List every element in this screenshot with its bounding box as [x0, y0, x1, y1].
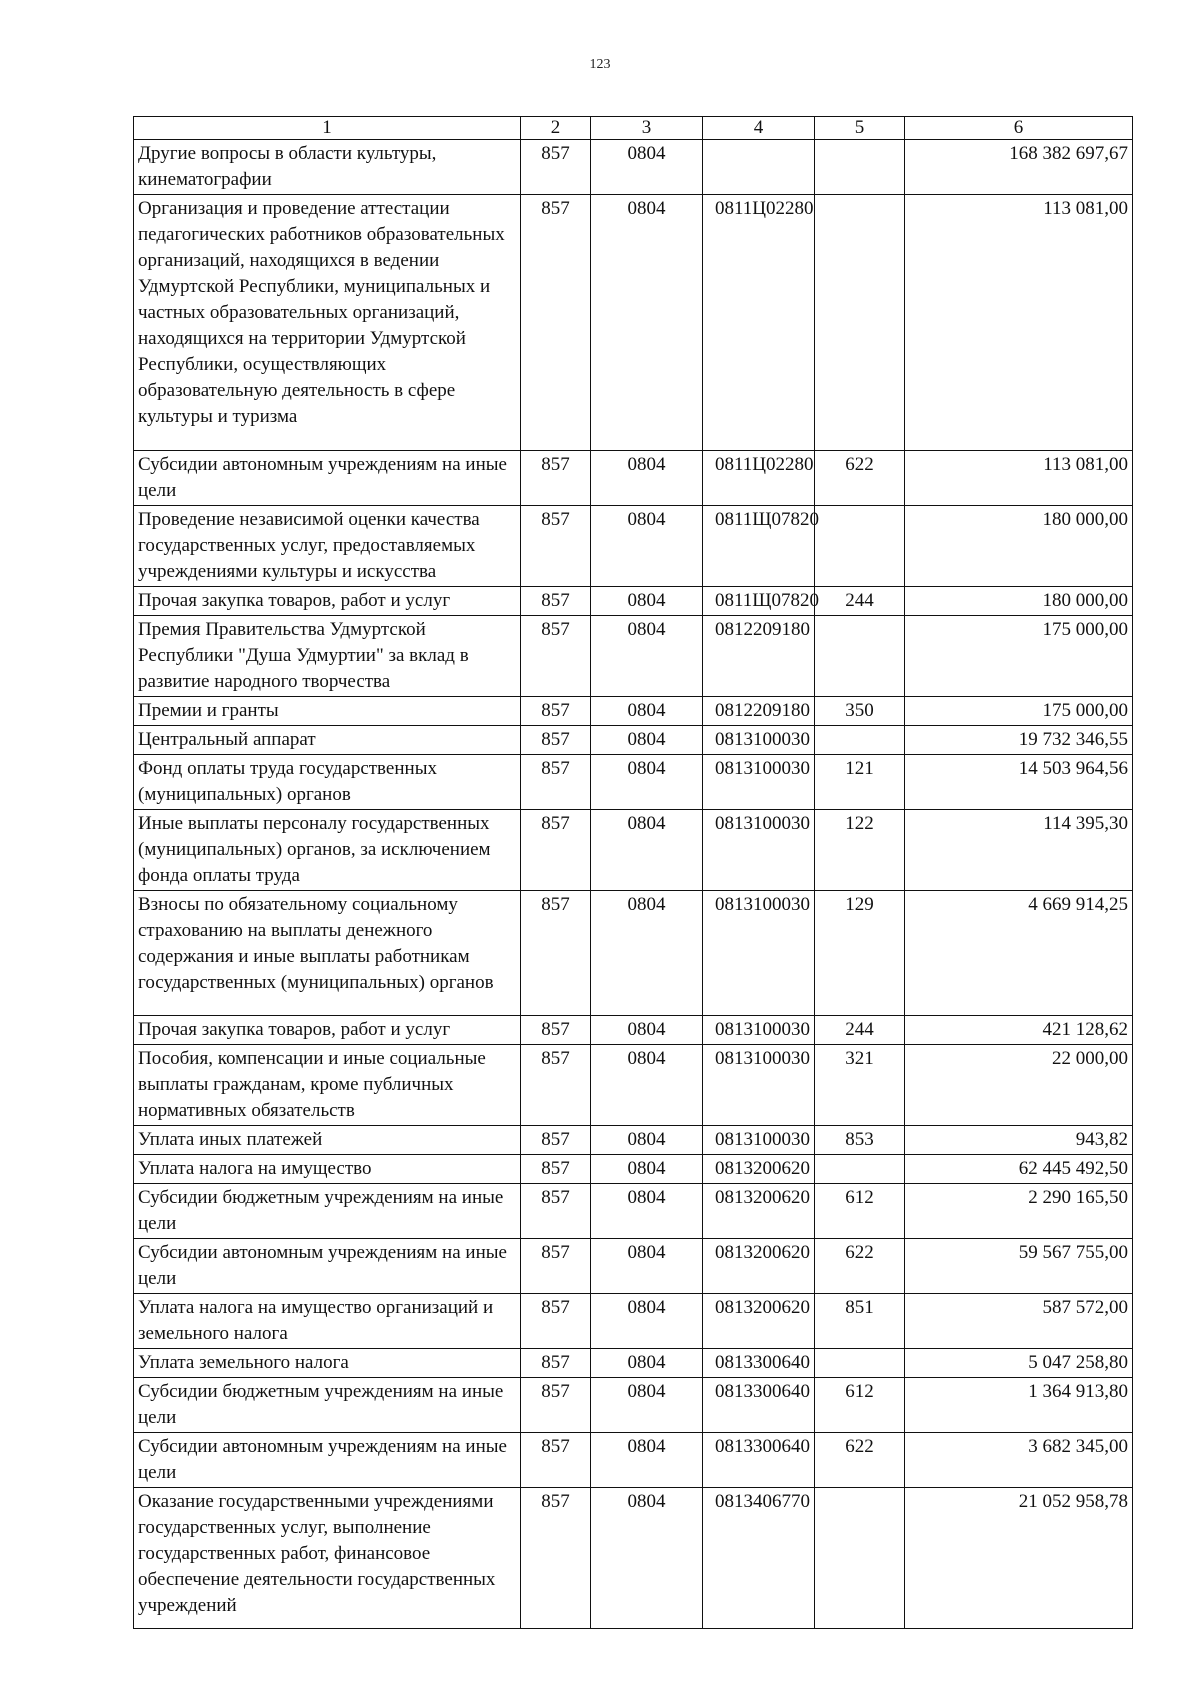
item-code: 857 — [521, 616, 591, 697]
item-amount: 3 682 345,00 — [905, 1433, 1133, 1488]
item-name: Уплата иных платежей — [134, 1126, 521, 1155]
item-expense-type — [815, 1488, 905, 1629]
item-article: 0813406770 — [703, 1488, 815, 1629]
item-expense-type — [815, 506, 905, 587]
item-article: 0812209180 — [703, 697, 815, 726]
item-article: 0811Щ07820 — [703, 587, 815, 616]
item-article: 0813100030 — [703, 891, 815, 1016]
item-article: 0813200620 — [703, 1294, 815, 1349]
item-article: 0813200620 — [703, 1155, 815, 1184]
page-number: 123 — [589, 57, 611, 72]
table-row — [134, 1239, 1133, 1294]
item-section: 0804 — [591, 1184, 703, 1239]
item-code: 857 — [521, 1349, 591, 1378]
item-section: 0804 — [591, 1433, 703, 1488]
item-amount: 168 382 697,67 — [905, 140, 1133, 195]
table-row — [134, 195, 1133, 451]
table-row — [134, 616, 1133, 697]
item-code: 857 — [521, 451, 591, 506]
item-expense-type — [815, 195, 905, 451]
item-expense-type: 612 — [815, 1378, 905, 1433]
item-name: Субсидии автономным учреждениям на иные цели — [134, 451, 521, 506]
item-amount: 22 000,00 — [905, 1045, 1133, 1126]
item-amount: 113 081,00 — [905, 195, 1133, 451]
item-name: Проведение независимой оценки качества государственных услуг, предоставляемых учреждениями культуры и искусства — [134, 506, 521, 587]
item-article: 0813300640 — [703, 1349, 815, 1378]
item-section: 0804 — [591, 587, 703, 616]
item-section: 0804 — [591, 1155, 703, 1184]
item-expense-type: 244 — [815, 1016, 905, 1045]
table-row — [134, 587, 1133, 616]
table-row — [134, 1488, 1133, 1629]
item-section: 0804 — [591, 755, 703, 810]
item-amount: 59 567 755,00 — [905, 1239, 1133, 1294]
item-article: 0812209180 — [703, 616, 815, 697]
item-code: 857 — [521, 1016, 591, 1045]
item-name: Пособия, компенсации и иные социальные выплаты гражданам, кроме публичных нормативных обязательств — [134, 1045, 521, 1126]
column-header: 5 — [815, 117, 905, 140]
item-name: Уплата земельного налога — [134, 1349, 521, 1378]
item-amount: 180 000,00 — [905, 506, 1133, 587]
table-row — [134, 1126, 1133, 1155]
table-row — [134, 1016, 1133, 1045]
item-code: 857 — [521, 726, 591, 755]
item-amount: 175 000,00 — [905, 697, 1133, 726]
item-article: 0811Ц02280 — [703, 195, 815, 451]
item-code: 857 — [521, 1155, 591, 1184]
column-header: 3 — [591, 117, 703, 140]
item-name: Уплата налога на имущество организаций и земельного налога — [134, 1294, 521, 1349]
item-amount: 62 445 492,50 — [905, 1155, 1133, 1184]
item-amount: 114 395,30 — [905, 810, 1133, 891]
item-code: 857 — [521, 810, 591, 891]
item-name: Организация и проведение аттестации педагогических работников образовательных организаций, находящихся в ведении Удмуртской Республики, муниципальных и частных образовательных организаций, находящихся на территории Удмуртской Республики, осуществляющих образовательную деятельность в сфере культуры и туризма — [134, 195, 521, 451]
item-expense-type: 851 — [815, 1294, 905, 1349]
item-expense-type: 350 — [815, 697, 905, 726]
item-amount: 21 052 958,78 — [905, 1488, 1133, 1629]
table-row — [134, 1378, 1133, 1433]
item-section: 0804 — [591, 616, 703, 697]
table-row — [134, 506, 1133, 587]
item-expense-type: 122 — [815, 810, 905, 891]
item-code: 857 — [521, 1184, 591, 1239]
item-amount: 421 128,62 — [905, 1016, 1133, 1045]
item-amount: 2 290 165,50 — [905, 1184, 1133, 1239]
table-row — [134, 1294, 1133, 1349]
header-row — [134, 117, 1133, 140]
item-name: Центральный аппарат — [134, 726, 521, 755]
column-header: 6 — [905, 117, 1133, 140]
item-article: 0813200620 — [703, 1239, 815, 1294]
item-article — [703, 140, 815, 195]
item-expense-type: 612 — [815, 1184, 905, 1239]
table-header — [134, 117, 1133, 140]
item-expense-type — [815, 1349, 905, 1378]
table-row — [134, 755, 1133, 810]
item-expense-type: 121 — [815, 755, 905, 810]
item-name: Иные выплаты персоналу государственных (муниципальных) органов, за исключением фонда оплаты труда — [134, 810, 521, 891]
table-row — [134, 1433, 1133, 1488]
item-code: 857 — [521, 755, 591, 810]
item-article: 0813200620 — [703, 1184, 815, 1239]
item-name: Субсидии бюджетным учреждениям на иные цели — [134, 1378, 521, 1433]
item-section: 0804 — [591, 1294, 703, 1349]
table-row — [134, 1184, 1133, 1239]
item-amount: 19 732 346,55 — [905, 726, 1133, 755]
item-code: 857 — [521, 1488, 591, 1629]
item-amount: 4 669 914,25 — [905, 891, 1133, 1016]
column-header: 1 — [134, 117, 521, 140]
item-article: 0813100030 — [703, 1045, 815, 1126]
item-section: 0804 — [591, 1488, 703, 1629]
item-amount: 943,82 — [905, 1126, 1133, 1155]
item-expense-type: 129 — [815, 891, 905, 1016]
item-name: Другие вопросы в области культуры, кинематографии — [134, 140, 521, 195]
item-section: 0804 — [591, 810, 703, 891]
item-name: Субсидии автономным учреждениям на иные цели — [134, 1433, 521, 1488]
item-name: Оказание государственными учреждениями государственных услуг, выполнение государственных работ, финансовое обеспечение деятельности государственных учреждений — [134, 1488, 521, 1629]
item-section: 0804 — [591, 1378, 703, 1433]
item-code: 857 — [521, 1126, 591, 1155]
item-code: 857 — [521, 1378, 591, 1433]
budget-table — [133, 116, 1133, 1629]
table-row — [134, 1349, 1133, 1378]
item-expense-type: 622 — [815, 451, 905, 506]
item-code: 857 — [521, 891, 591, 1016]
item-amount: 587 572,00 — [905, 1294, 1133, 1349]
item-code: 857 — [521, 1433, 591, 1488]
item-expense-type — [815, 140, 905, 195]
item-amount: 113 081,00 — [905, 451, 1133, 506]
item-amount: 14 503 964,56 — [905, 755, 1133, 810]
item-name: Фонд оплаты труда государственных (муниципальных) органов — [134, 755, 521, 810]
item-name: Прочая закупка товаров, работ и услуг — [134, 1016, 521, 1045]
item-name: Прочая закупка товаров, работ и услуг — [134, 587, 521, 616]
item-name: Премии и гранты — [134, 697, 521, 726]
item-code: 857 — [521, 1239, 591, 1294]
table-row — [134, 140, 1133, 195]
item-name: Субсидии автономным учреждениям на иные цели — [134, 1239, 521, 1294]
item-section: 0804 — [591, 1239, 703, 1294]
item-section: 0804 — [591, 451, 703, 506]
item-code: 857 — [521, 140, 591, 195]
item-article: 0813300640 — [703, 1433, 815, 1488]
item-section: 0804 — [591, 1349, 703, 1378]
item-section: 0804 — [591, 1126, 703, 1155]
item-section: 0804 — [591, 1045, 703, 1126]
item-expense-type: 321 — [815, 1045, 905, 1126]
item-name: Уплата налога на имущество — [134, 1155, 521, 1184]
item-expense-type — [815, 1155, 905, 1184]
item-amount: 175 000,00 — [905, 616, 1133, 697]
item-article: 0813100030 — [703, 726, 815, 755]
table-row — [134, 891, 1133, 1016]
item-code: 857 — [521, 1045, 591, 1126]
table-body — [134, 140, 1133, 1629]
item-section: 0804 — [591, 697, 703, 726]
item-article: 0813100030 — [703, 1016, 815, 1045]
table-row — [134, 810, 1133, 891]
item-name: Субсидии бюджетным учреждениям на иные цели — [134, 1184, 521, 1239]
item-amount: 1 364 913,80 — [905, 1378, 1133, 1433]
item-expense-type: 622 — [815, 1239, 905, 1294]
item-article: 0813100030 — [703, 1126, 815, 1155]
item-expense-type: 622 — [815, 1433, 905, 1488]
item-section: 0804 — [591, 1016, 703, 1045]
item-code: 857 — [521, 587, 591, 616]
column-header: 4 — [703, 117, 815, 140]
item-article: 0813100030 — [703, 810, 815, 891]
item-code: 857 — [521, 697, 591, 726]
item-code: 857 — [521, 506, 591, 587]
item-article: 0811Щ07820 — [703, 506, 815, 587]
table-row — [134, 697, 1133, 726]
column-header: 2 — [521, 117, 591, 140]
table-row — [134, 1045, 1133, 1126]
item-name: Взносы по обязательному социальному страхованию на выплаты денежного содержания и иные выплаты работникам государственных (муниципальных) органов — [134, 891, 521, 1016]
item-section: 0804 — [591, 891, 703, 1016]
item-section: 0804 — [591, 140, 703, 195]
item-article: 0811Ц02280 — [703, 451, 815, 506]
item-expense-type: 244 — [815, 587, 905, 616]
item-name: Премия Правительства Удмуртской Республики "Душа Удмуртии" за вклад в развитие народного творчества — [134, 616, 521, 697]
item-expense-type — [815, 616, 905, 697]
table-row — [134, 451, 1133, 506]
item-section: 0804 — [591, 506, 703, 587]
table-row — [134, 1155, 1133, 1184]
item-expense-type: 853 — [815, 1126, 905, 1155]
item-section: 0804 — [591, 195, 703, 451]
table-row — [134, 726, 1133, 755]
item-code: 857 — [521, 1294, 591, 1349]
item-article: 0813100030 — [703, 755, 815, 810]
item-amount: 180 000,00 — [905, 587, 1133, 616]
item-expense-type — [815, 726, 905, 755]
item-article: 0813300640 — [703, 1378, 815, 1433]
item-section: 0804 — [591, 726, 703, 755]
item-code: 857 — [521, 195, 591, 451]
item-amount: 5 047 258,80 — [905, 1349, 1133, 1378]
